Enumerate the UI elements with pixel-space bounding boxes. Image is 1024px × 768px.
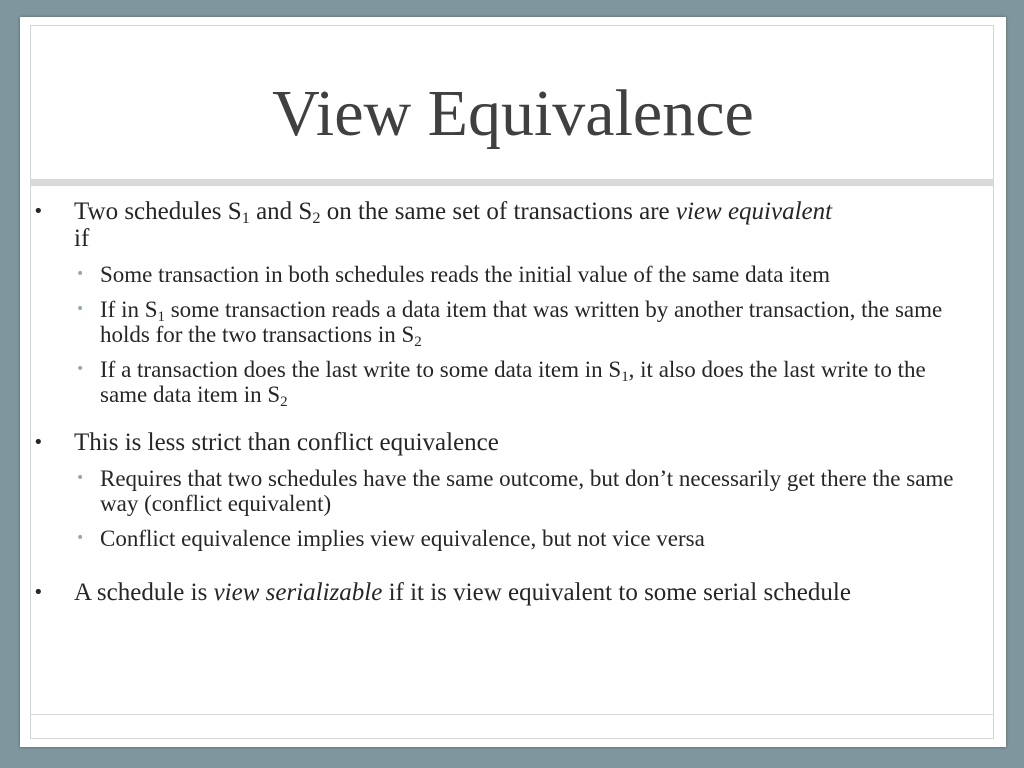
bullet-3-text-b: if it is view equivalent to some serial schedule [382, 579, 851, 606]
slide-body [20, 198, 1006, 620]
subscript: 1 [621, 369, 629, 385]
subscript: 2 [312, 209, 321, 227]
subscript: 2 [414, 334, 422, 350]
slide [20, 17, 1006, 747]
title-divider [30, 179, 994, 186]
bullet-1-text-d: if [74, 225, 90, 252]
bullet-group-2 [20, 429, 1006, 551]
bullet-3 [20, 579, 1006, 606]
sub-bullet-marker: • [76, 530, 85, 546]
bullet-group-1 [20, 198, 1006, 410]
footer-divider [30, 714, 994, 715]
bullet-marker: • [33, 432, 44, 453]
sub-bullet-2-2 [20, 526, 1006, 551]
sub-bullet-text: Some transaction in both schedules reads the initial value of the same data item [100, 262, 831, 287]
subscript: 1 [157, 309, 165, 325]
sub-bullet-1-1 [20, 262, 1006, 287]
sub-bullet-marker: • [76, 361, 85, 377]
subscript: 2 [280, 394, 288, 410]
bullet-1-text-c: on the same set of transactions are [320, 198, 676, 225]
sub-bullet-text: If in S [100, 297, 158, 322]
sub-bullet-text: some transaction reads a data item that was written by another transaction, the same holds for the two transactions in S [100, 297, 943, 347]
sub-bullet-marker: • [76, 301, 85, 317]
sub-bullet-marker: • [76, 470, 85, 486]
bullet-2-text: This is less strict than conflict equivalence [74, 429, 499, 456]
bullet-1-text-a: Two schedules S [74, 198, 242, 225]
sub-bullet-text: , it also does the last write to the same data item in S [100, 357, 926, 407]
bullet-marker: • [33, 201, 44, 222]
bullet-1 [20, 198, 1006, 252]
term-view-equivalent: view equivalent [675, 198, 833, 225]
bullet-1-text-b: and S [249, 198, 313, 225]
bullet-2 [20, 429, 1006, 456]
term-view-serializable: view serializable [213, 579, 383, 606]
bullet-marker: • [33, 582, 44, 603]
sub-bullet-1-3 [20, 357, 1006, 410]
sub-bullet-text: If a transaction does the last write to some data item in S [100, 357, 622, 382]
sub-bullet-1-2 [20, 297, 1006, 350]
bullet-3-text-a: A schedule is [74, 579, 214, 606]
sub-bullet-text: Conflict equivalence implies view equivalence, but not vice versa [100, 526, 705, 551]
sub-bullet-marker: • [76, 266, 85, 282]
sub-bullet-text: Requires that two schedules have the same outcome, but don’t necessarily get there the same way (conflict equivalent) [100, 466, 954, 516]
title-area [20, 17, 1006, 180]
bullet-group-3 [20, 579, 1006, 606]
subscript: 1 [241, 209, 250, 227]
slide-title: View Equivalence [272, 77, 754, 150]
sub-bullet-2-1 [20, 466, 1006, 516]
